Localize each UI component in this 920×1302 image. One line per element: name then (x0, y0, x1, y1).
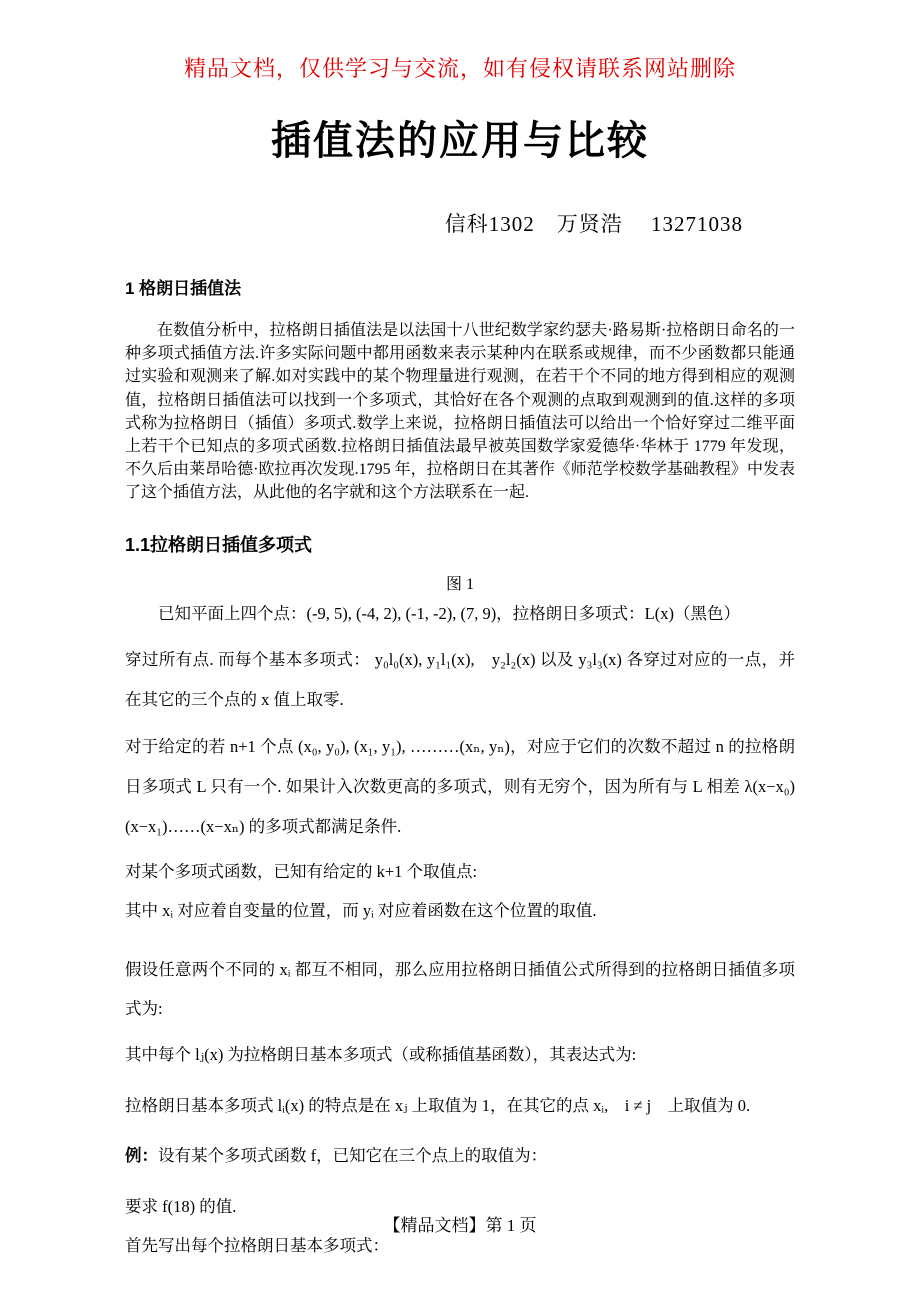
author-line: 信科1302 万贤浩 13271038 (444, 212, 743, 236)
paragraph-given-points: 对于给定的若 n+1 个点 (x₀, y₀), (x₁, y₁), ………(xₙ, yₙ)，对应于它们的次数不超过 n 的拉格朗日多项式 L 只有一个. 如果计入次数更高的多项式，则有无穷个，因为所有与 L 相差 λ(x−x₀)(x−x₁)……(x−xₙ) 的多项式都满足条件. (125, 737, 795, 836)
paragraph-lj-basis-definition: 其中每个 lⱼ(x) 为拉格朗日基本多项式（或称插值基函数），其表达式为: (125, 1044, 637, 1064)
notice-banner: 精品文档，仅供学习与交流，如有侵权请联系网站删除 (183, 56, 736, 81)
paragraph-basis-feature: 拉格朗日基本多项式 lᵢ(x) 的特点是在 xⱼ 上取值为 1，在其它的点 xᵢ, i ≠ j 上取值为 0. (125, 1095, 751, 1115)
document-title: 插值法的应用与比较 (271, 119, 649, 163)
example-text: 设有某个多项式函数 f，已知它在三个点上的取值为： (158, 1146, 548, 1166)
paragraph-known-points: 已知平面上四个点：(-9, 5), (-4, 2), (-1, -2), (7, 9)，拉格朗日多项式：L(x)（黑色） (158, 603, 741, 623)
example-label: 例： (125, 1146, 158, 1166)
paragraph-assumption: 假设任意两个不同的 xᵢ 都互不相同，那么应用拉格朗日插值公式所得到的拉格朗日插值多项式为: (125, 959, 795, 1019)
paragraph-xi-yi-meaning: 其中 xᵢ 对应着自变量的位置，而 yᵢ 对应着函数在这个位置的取值. (125, 900, 597, 920)
paragraph-first-write-basis: 首先写出每个拉格朗日基本多项式： (125, 1235, 389, 1255)
paragraph-example (125, 1144, 795, 1169)
paragraph-k-plus-1-points: 对某个多项式函数，已知有给定的 k+1 个取值点: (125, 862, 478, 882)
page-footer: 【精品文档】第 1 页 (383, 1216, 537, 1235)
paragraph-require-f18: 要求 f(18) 的值. (125, 1197, 237, 1217)
section-1-heading: 1 格朗日插值法 (125, 279, 242, 298)
paragraph-basis-polynomials: 穿过所有点. 而每个基本多项式： y₀l₀(x), y₁l₁(x), y₂l₂(x) 以及 y₃l₃(x) 各穿过对应的一点，并在其它的三个点的 x 值上取零. (125, 650, 795, 709)
section-1-paragraph: 在数值分析中，拉格朗日插值法是以法国十八世纪数学家约瑟夫·路易斯·拉格朗日命名的一种多项式插值方法.许多实际问题中都用函数来表示某种内在联系或规律，而不少函数都只能通过实验和观测来了解.如对实践中的某个物理量进行观测，在若干个不同的地方得到相应的观测值，拉格朗日插值法可以找到一个多项式，其恰好在各个观测的点取到观测到的值.这样的多项式称为拉格朗日（插值）多项式.数学上来说，拉格朗日插值法可以给出一个恰好穿过二维平面上若干个已知点的多项式函数.拉格朗日插值法最早被英国数学家爱德华·华林于 1779 年发现，不久后由莱昂哈德·欧拉再次发现.1795 年，拉格朗日在其著作《师范学校数学基础教程》中发表了这个插值方法，从此他的名字就和这个方法联系在一起. (125, 322, 795, 502)
figure-1-caption: 图 1 (445, 575, 474, 593)
section-1-1-heading: 1.1拉格朗日插值多项式 (125, 534, 313, 555)
